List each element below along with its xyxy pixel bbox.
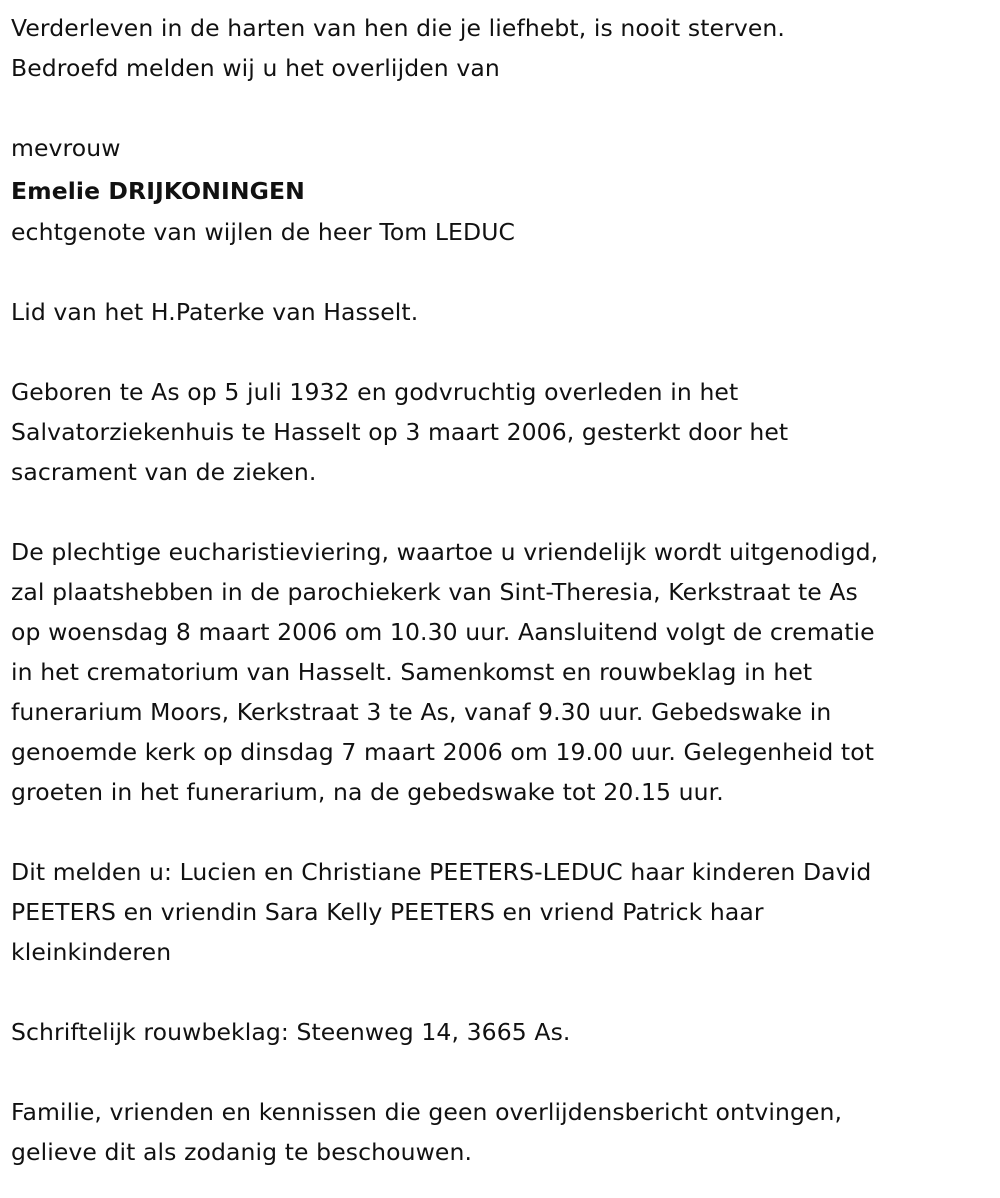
paragraph-line: gelieve dit als zodanig te beschouwen.	[11, 1138, 473, 1166]
paragraph-line: groeten in het funerarium, na de gebedswake tot 20.15 uur.	[11, 778, 724, 806]
obituary-notice	[11, 8, 996, 1172]
membership-text: Lid van het H.Paterke van Hasselt.	[11, 298, 419, 326]
closing-paragraph	[11, 1092, 996, 1172]
paragraph-line: De plechtige eucharistieviering, waartoe u vriendelijk wordt uitgenodigd,	[11, 538, 879, 566]
spacer	[11, 812, 996, 852]
deceased-spouse: echtgenote van wijlen de heer Tom LEDUC	[11, 218, 516, 246]
paragraph-line: Familie, vrienden en kennissen die geen overlijdensbericht ontvingen,	[11, 1098, 843, 1126]
paragraph-line: funerarium Moors, Kerkstraat 3 te As, vanaf 9.30 uur. Gebedswake in	[11, 698, 832, 726]
paragraph-line: zal plaatshebben in de parochiekerk van Sint-Theresia, Kerkstraat te As	[11, 578, 858, 606]
deceased-title: mevrouw	[11, 134, 121, 162]
spacer	[11, 1052, 996, 1092]
deceased-name: Emelie DRIJKONINGEN	[11, 177, 305, 205]
ceremony-paragraph	[11, 532, 996, 812]
paragraph-line: kleinkinderen	[11, 938, 172, 966]
family-paragraph	[11, 852, 996, 972]
deceased-section	[11, 128, 996, 252]
condolence-address: Schriftelijk rouwbeklag: Steenweg 14, 3665 As.	[11, 1018, 571, 1046]
birth-death-paragraph	[11, 372, 996, 492]
paragraph-line: Dit melden u: Lucien en Christiane PEETERS-LEDUC haar kinderen David	[11, 858, 872, 886]
intro-quote: Verderleven in de harten van hen die je liefhebt, is nooit sterven.	[11, 14, 785, 42]
spacer	[11, 492, 996, 532]
paragraph-line: in het crematorium van Hasselt. Samenkomst en rouwbeklag in het	[11, 658, 813, 686]
spacer	[11, 332, 996, 372]
intro-announcement: Bedroefd melden wij u het overlijden van	[11, 54, 500, 82]
spacer	[11, 972, 996, 1012]
paragraph-line: Geboren te As op 5 juli 1932 en godvruchtig overleden in het	[11, 378, 739, 406]
spacer	[11, 252, 996, 292]
paragraph-line: sacrament van de zieken.	[11, 458, 317, 486]
paragraph-line: PEETERS en vriendin Sara Kelly PEETERS en vriend Patrick haar	[11, 898, 764, 926]
paragraph-line: genoemde kerk op dinsdag 7 maart 2006 om 19.00 uur. Gelegenheid tot	[11, 738, 875, 766]
spacer	[11, 88, 996, 128]
paragraph-line: Salvatorziekenhuis te Hasselt op 3 maart 2006, gesterkt door het	[11, 418, 789, 446]
intro-section	[11, 8, 996, 88]
paragraph-line: op woensdag 8 maart 2006 om 10.30 uur. Aansluitend volgt de crematie	[11, 618, 875, 646]
